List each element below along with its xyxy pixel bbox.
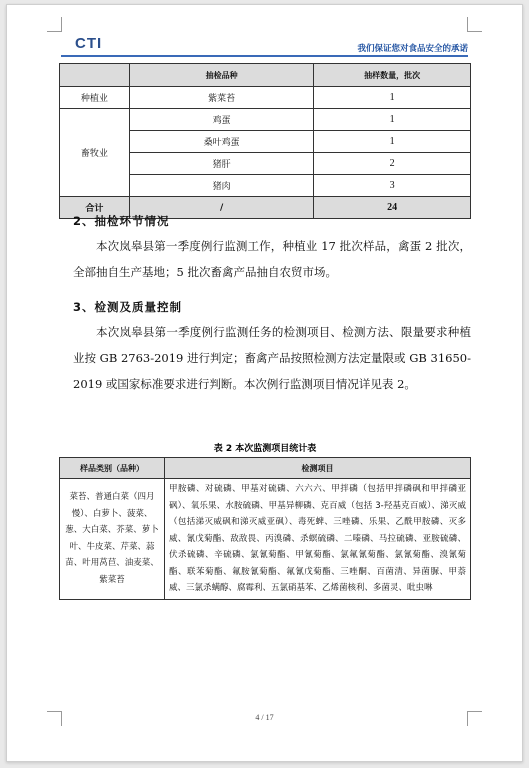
paragraph-testing: 本次岚皋县第一季度例行监测任务的检测项目、检测方法、限量要求种植业按 GB 2763-2019 进行判定；畜禽产品按照检测方法定量限或 GB 31650-2019 或国家标准要求进行判断。本次例行监测项目情况详见表 2。 [73,325,471,391]
table2-caption: 表 2 本次监测项目统计表 [213,444,317,454]
crop-mark-top-right [467,17,482,32]
total-item-cell: / [129,197,314,219]
table-header-cell: 抽检品种 [129,64,314,87]
table-row [60,479,471,600]
category-cell: 畜牧业 [60,109,130,197]
test-items-table [59,457,471,600]
document-page [6,4,523,762]
category-cell: 种植业 [60,87,130,109]
crop-mark-top-left [47,17,62,32]
sampling-count-table [59,63,471,219]
cti-logo: CTI [75,35,103,52]
item-cell: 桑叶鸡蛋 [129,131,314,153]
header-rule [61,55,468,57]
count-cell: 1 [314,87,471,109]
sample-category-cell: 菜苔、普通白菜（四月慢）、白萝卜、菠菜、葱、大白菜、芥菜、萝卜叶、牛皮菜、芹菜、蒜苗、叶用莴苣、油麦菜、紫菜苔 [60,479,165,600]
item-cell: 鸡蛋 [129,109,314,131]
item-cell: 猪肝 [129,153,314,175]
test-items-cell: 甲胺磷、对硫磷、甲基对硫磷、六六六、甲拌磷（包括甲拌磷砜和甲拌磷亚砜）、氧乐果、水胺硫磷、甲基异柳磷、克百威（包括 3-羟基克百威）、涕灭威（包括涕灭威砜和涕灭威亚砜）、毒死蜱、三唑磷、乐果、乙酰甲胺磷、灭多威、氰戊菊酯、敌敌畏、丙溴磷、杀螟硫磷、二嗪磷、马拉硫磷、亚胺硫磷、伏杀硫磷、辛硫磷、氯氰菊酯、甲氰菊酯、氯氟氰菊酯、氯氰菊酯、溴氰菊酯、联苯菊酯、氟胺氰菊酯、氟氰戊菊酯、三唑酮、百菌清、异菌脲、甲萘威、三氯杀螨醇、腐霉利、五氯硝基苯、乙烯菌核利、多菌灵、吡虫啉 [165,479,471,600]
count-cell: 1 [314,109,471,131]
total-label-cell: 合计 [60,197,130,219]
table-header-cell: 检测项目 [165,458,471,479]
table-header-cell [60,64,130,87]
count-cell: 1 [314,131,471,153]
header-slogan: 我们保证您对食品安全的承诺 [357,44,468,54]
section-heading-sampling: 2、抽检环节情况 [73,214,170,228]
page-number: 4 / 17 [255,713,274,722]
table-header-cell: 抽样数量，批次 [314,64,471,87]
total-count-cell: 24 [314,197,471,219]
table-header-row [60,64,471,87]
page-header [61,31,468,57]
table-row [60,109,471,131]
item-cell: 猪肉 [129,175,314,197]
item-cell: 紫菜苔 [129,87,314,109]
table-row [60,87,471,109]
count-cell: 2 [314,153,471,175]
table-header-row [60,458,471,479]
section-heading-testing: 3、检测及质量控制 [73,300,183,314]
count-cell: 3 [314,175,471,197]
paragraph-sampling: 本次岚皋县第一季度例行监测工作，种植业 17 批次样品，禽蛋 2 批次，全部抽自生产基地；5 批次畜禽产品抽自农贸市场。 [73,239,471,279]
table-header-cell: 样品类别（品种） [60,458,165,479]
